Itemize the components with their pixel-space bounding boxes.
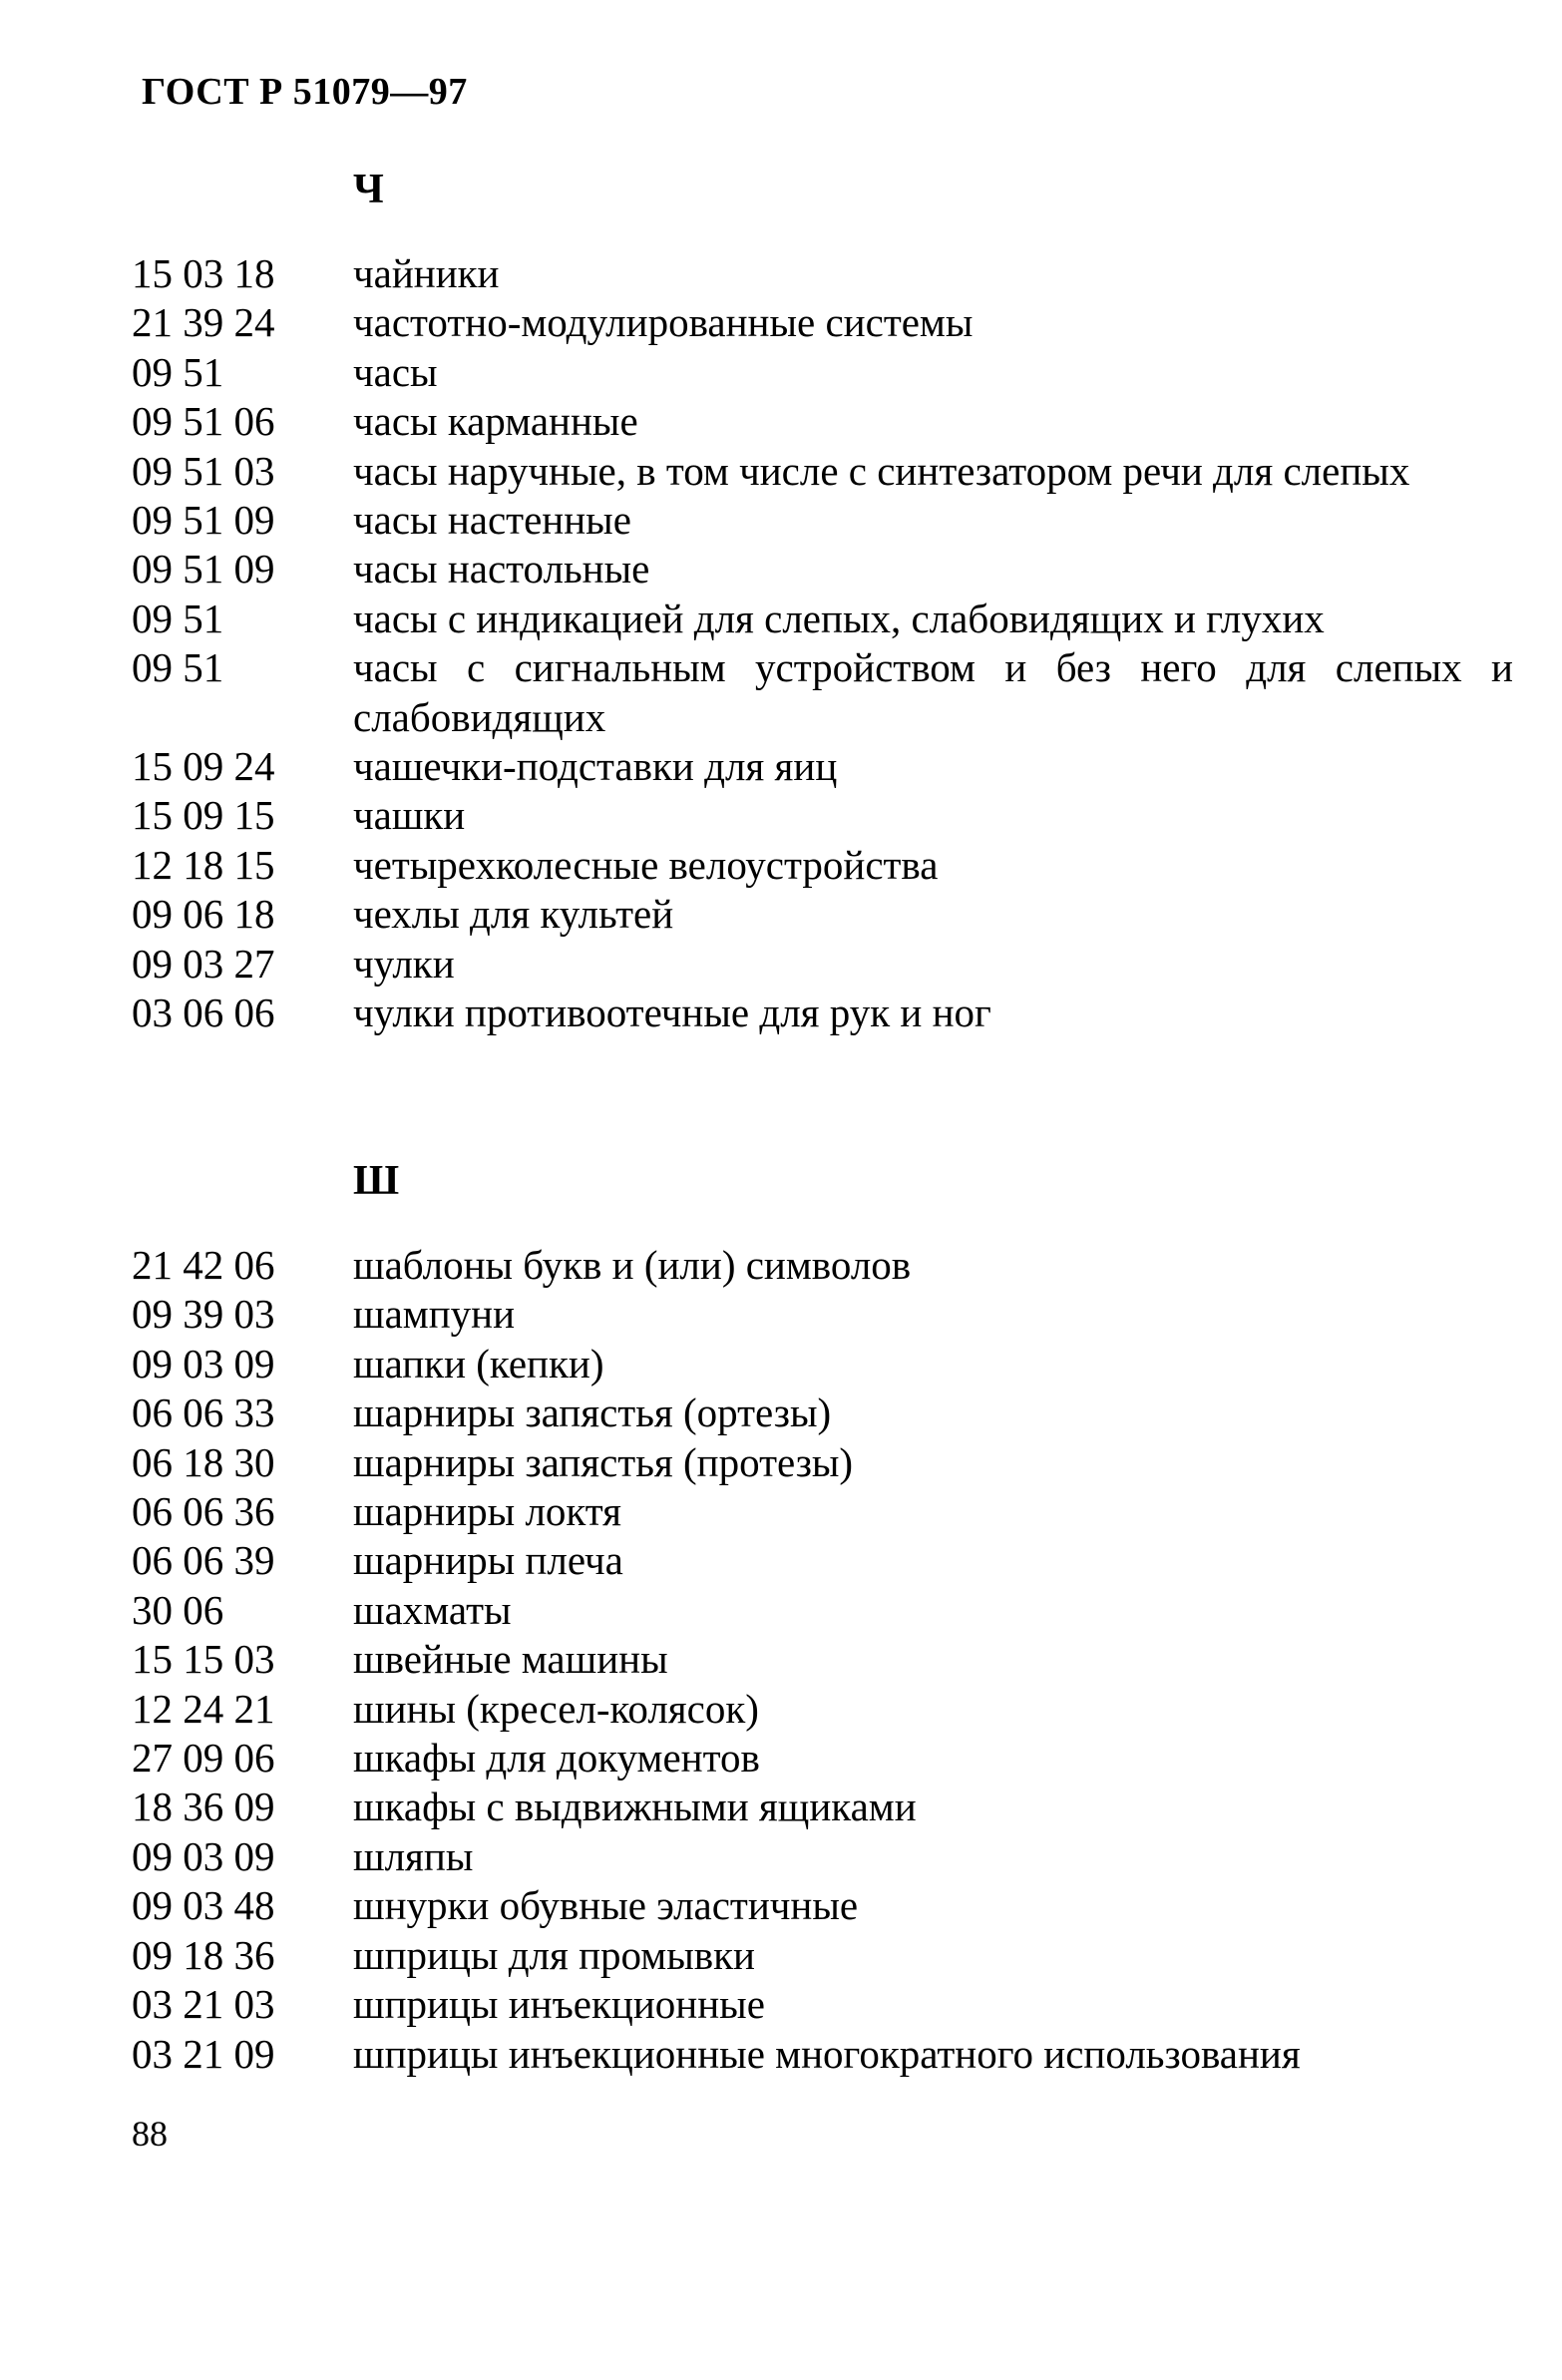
classification-code: 27 09 06 <box>132 1735 275 1782</box>
classification-code: 12 18 15 <box>132 841 275 888</box>
classification-code: 03 06 06 <box>132 990 275 1036</box>
classification-code: 09 03 09 <box>132 1340 275 1387</box>
index-entry <box>132 1536 1528 1585</box>
classification-code: 03 21 09 <box>132 2030 275 2077</box>
classification-code: 15 09 15 <box>132 792 275 839</box>
index-entry <box>132 1734 1528 1783</box>
classification-code: 09 51 <box>132 595 224 641</box>
classification-code: 06 06 33 <box>132 1389 275 1436</box>
term: шприцы инъекционные <box>353 1981 765 2028</box>
index-entry <box>132 1388 1528 1437</box>
index-entry <box>132 1635 1528 1684</box>
index-entry <box>132 1931 1528 1980</box>
index-entry <box>132 791 1528 840</box>
term: часы с сигнальным устройством и без него для слепых и слабовидящих <box>353 644 1513 740</box>
classification-code: 09 06 18 <box>132 891 275 938</box>
section-che <box>132 160 1528 1038</box>
index-entry <box>132 1980 1528 2029</box>
section-letter: Ш <box>353 1158 400 1204</box>
term: шкафы для документов <box>353 1735 760 1782</box>
index-entry <box>132 1832 1528 1881</box>
index-entry <box>132 1586 1528 1635</box>
classification-code: 21 39 24 <box>132 299 275 346</box>
classification-code: 06 18 30 <box>132 1438 275 1485</box>
term: шприцы для промывки <box>353 1931 755 1978</box>
index-entry <box>132 348 1528 397</box>
term: чехлы для культей <box>353 891 674 938</box>
term: часы настенные <box>353 497 631 544</box>
classification-code: 09 03 09 <box>132 1832 275 1879</box>
classification-code: 09 51 <box>132 644 224 691</box>
index-entry <box>132 1290 1528 1339</box>
term: шляпы <box>353 1832 474 1879</box>
index-entry <box>132 989 1528 1037</box>
term: чайники <box>353 250 500 296</box>
term: часы карманные <box>353 398 638 445</box>
term: шапки (кепки) <box>353 1340 604 1387</box>
index-entry <box>132 298 1528 347</box>
term: чашечки-подставки для яиц <box>353 743 838 790</box>
term: часы наручные, в том числе с синтезатором речи для слепых <box>353 447 1410 494</box>
classification-code: 06 06 39 <box>132 1537 275 1584</box>
index-entry <box>132 742 1528 791</box>
entry-list <box>132 1241 1528 2079</box>
index-entry <box>132 1685 1528 1734</box>
index-entry <box>132 1881 1528 1930</box>
term: шахматы <box>353 1586 512 1633</box>
term: чулки противоотечные для рук и ног <box>353 990 991 1036</box>
index-entry <box>132 1487 1528 1536</box>
term: шарниры запястья (ортезы) <box>353 1389 832 1436</box>
term: шнурки обувные эластичные <box>353 1882 859 1929</box>
section-sha <box>132 1151 1528 2079</box>
term: шприцы инъекционные многократного использования <box>353 2030 1301 2077</box>
classification-code: 09 18 36 <box>132 1931 275 1978</box>
term: шарниры плеча <box>353 1537 623 1584</box>
document-header: ГОСТ Р 51079—97 <box>142 71 468 113</box>
classification-code: 03 21 03 <box>132 1981 275 2028</box>
index-entry <box>132 643 1528 742</box>
term: чашки <box>353 792 466 839</box>
term: чулки <box>353 940 455 987</box>
index-entry <box>132 595 1528 643</box>
classification-code: 09 51 09 <box>132 497 275 544</box>
classification-code: 09 39 03 <box>132 1291 275 1338</box>
term: швейные машины <box>353 1636 668 1683</box>
term: шарниры запястья (протезы) <box>353 1438 854 1485</box>
classification-code: 09 03 27 <box>132 940 275 987</box>
index-entry <box>132 1783 1528 1831</box>
classification-code: 15 09 24 <box>132 743 275 790</box>
index-entry <box>132 890 1528 939</box>
term: четырехколесные велоустройства <box>353 841 939 888</box>
index-entry <box>132 1340 1528 1388</box>
term: частотно-модулированные системы <box>353 299 974 346</box>
term: шаблоны букв и (или) символов <box>353 1242 912 1288</box>
index-entry <box>132 397 1528 446</box>
term: часы <box>353 348 438 395</box>
classification-code: 30 06 <box>132 1586 224 1633</box>
classification-code: 18 36 09 <box>132 1784 275 1830</box>
term: шины (кресел-колясок) <box>353 1685 759 1732</box>
classification-code: 12 24 21 <box>132 1685 275 1732</box>
classification-code: 06 06 36 <box>132 1488 275 1535</box>
term: шкафы с выдвижными ящиками <box>353 1784 917 1830</box>
classification-code: 15 03 18 <box>132 250 275 296</box>
page-number: 88 <box>132 2114 168 2154</box>
classification-code: 09 51 03 <box>132 447 275 494</box>
index-entry <box>132 1438 1528 1487</box>
index-entry <box>132 940 1528 989</box>
term: шарниры локтя <box>353 1488 622 1535</box>
term: часы с индикацией для слепых, слабовидящих и глухих <box>353 595 1325 641</box>
entry-list <box>132 249 1528 1038</box>
index-entry <box>132 447 1528 496</box>
term: шампуни <box>353 1291 516 1338</box>
classification-code: 09 51 <box>132 348 224 395</box>
classification-code: 09 51 09 <box>132 546 275 593</box>
index-entry <box>132 841 1528 890</box>
classification-code: 09 51 06 <box>132 398 275 445</box>
index-entry <box>132 2030 1528 2079</box>
index-entry <box>132 1241 1528 1290</box>
classification-code: 09 03 48 <box>132 1882 275 1929</box>
section-letter: Ч <box>353 167 384 212</box>
classification-code: 15 15 03 <box>132 1636 275 1683</box>
index-entry <box>132 496 1528 545</box>
index-entry <box>132 545 1528 594</box>
term: часы настольные <box>353 546 650 593</box>
index-entry <box>132 249 1528 298</box>
classification-code: 21 42 06 <box>132 1242 275 1288</box>
